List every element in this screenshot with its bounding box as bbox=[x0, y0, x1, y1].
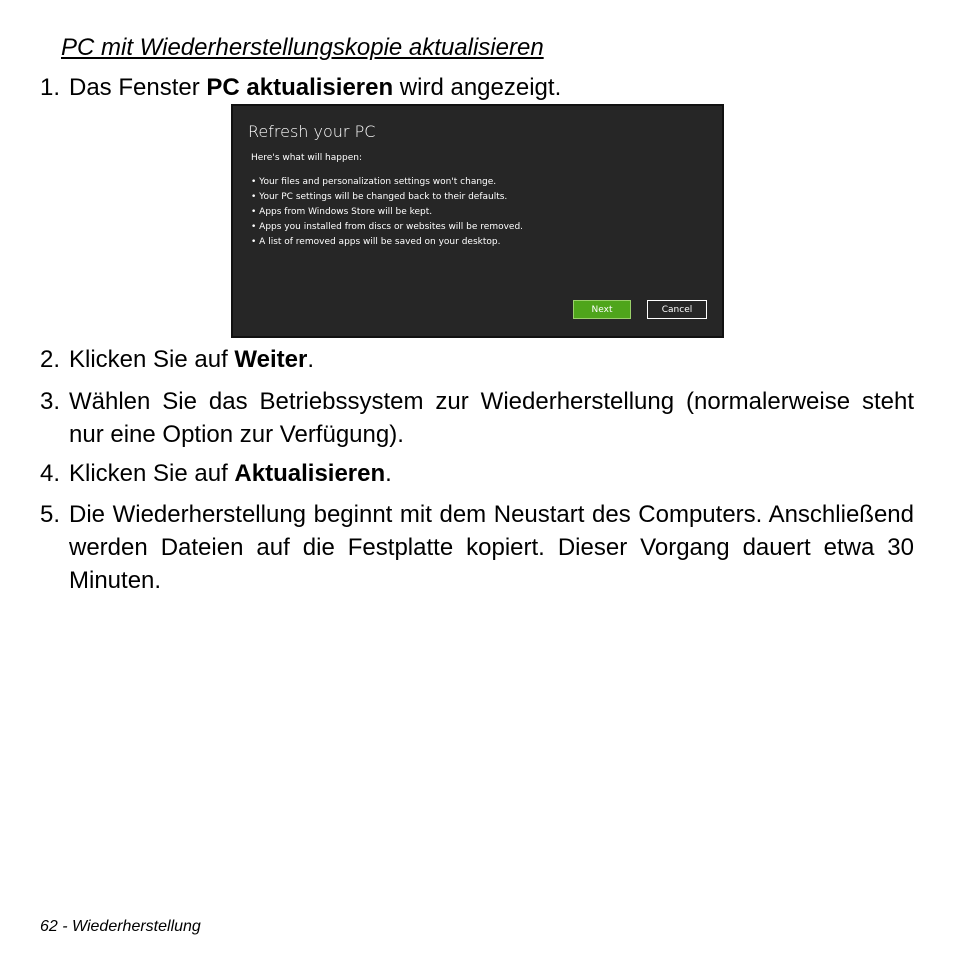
window-title: Refresh your PC bbox=[248, 122, 376, 141]
step-number: 4. bbox=[40, 460, 61, 487]
window-intro: Here's what will happen: bbox=[251, 153, 362, 163]
step-number: 1. bbox=[40, 74, 61, 101]
step-number: 3. bbox=[40, 388, 61, 415]
page-footer: 62 - Wiederherstellung bbox=[40, 918, 201, 935]
refresh-pc-screenshot bbox=[231, 104, 724, 338]
step-text-post: . bbox=[385, 460, 392, 487]
list-item: • A list of removed apps will be saved on your desktop. bbox=[251, 235, 523, 250]
step-5 bbox=[40, 498, 914, 597]
step-text-post: . bbox=[307, 346, 315, 373]
step-text bbox=[69, 457, 914, 490]
list-item: • Your PC settings will be changed back to their defaults. bbox=[251, 190, 523, 205]
step-number: 2. bbox=[40, 346, 61, 373]
cancel-button[interactable]: Cancel bbox=[647, 300, 707, 319]
list-item: • Apps you installed from discs or websites will be removed. bbox=[251, 220, 523, 235]
step-1 bbox=[40, 71, 914, 104]
list-item: • Your files and personalization settings won't change. bbox=[251, 175, 523, 190]
section-heading: PC mit Wiederherstellungskopie aktualisieren bbox=[61, 34, 544, 61]
step-text-pre: Klicken Sie auf bbox=[69, 460, 235, 487]
changes-list bbox=[251, 175, 523, 250]
step-text: Wählen Sie das Betriebssystem zur Wiederherstellung (normalerweise steht nur eine Option zur Verfügung). bbox=[69, 388, 914, 448]
step-2 bbox=[40, 343, 914, 376]
step-text bbox=[69, 71, 914, 104]
step-text-pre: Das Fenster bbox=[69, 74, 207, 101]
step-3 bbox=[40, 385, 914, 451]
step-text-bold: Weiter bbox=[234, 346, 308, 373]
step-text-bold: Aktualisieren bbox=[234, 460, 386, 487]
list-item: • Apps from Windows Store will be kept. bbox=[251, 205, 523, 220]
next-button[interactable]: Next bbox=[573, 300, 631, 319]
step-text-bold: PC aktualisieren bbox=[206, 74, 394, 101]
step-text-pre: Klicken Sie auf bbox=[69, 346, 235, 373]
step-4 bbox=[40, 457, 914, 490]
step-text bbox=[69, 343, 914, 376]
step-number: 5. bbox=[40, 501, 61, 528]
step-text-post: wird angezeigt. bbox=[393, 74, 562, 101]
step-text: Die Wiederherstellung beginnt mit dem Neustart des Computers. Anschließend werden Dateien auf die Festplatte kopiert. Dieser Vorgang dauert etwa 30 Minuten. bbox=[69, 501, 914, 594]
